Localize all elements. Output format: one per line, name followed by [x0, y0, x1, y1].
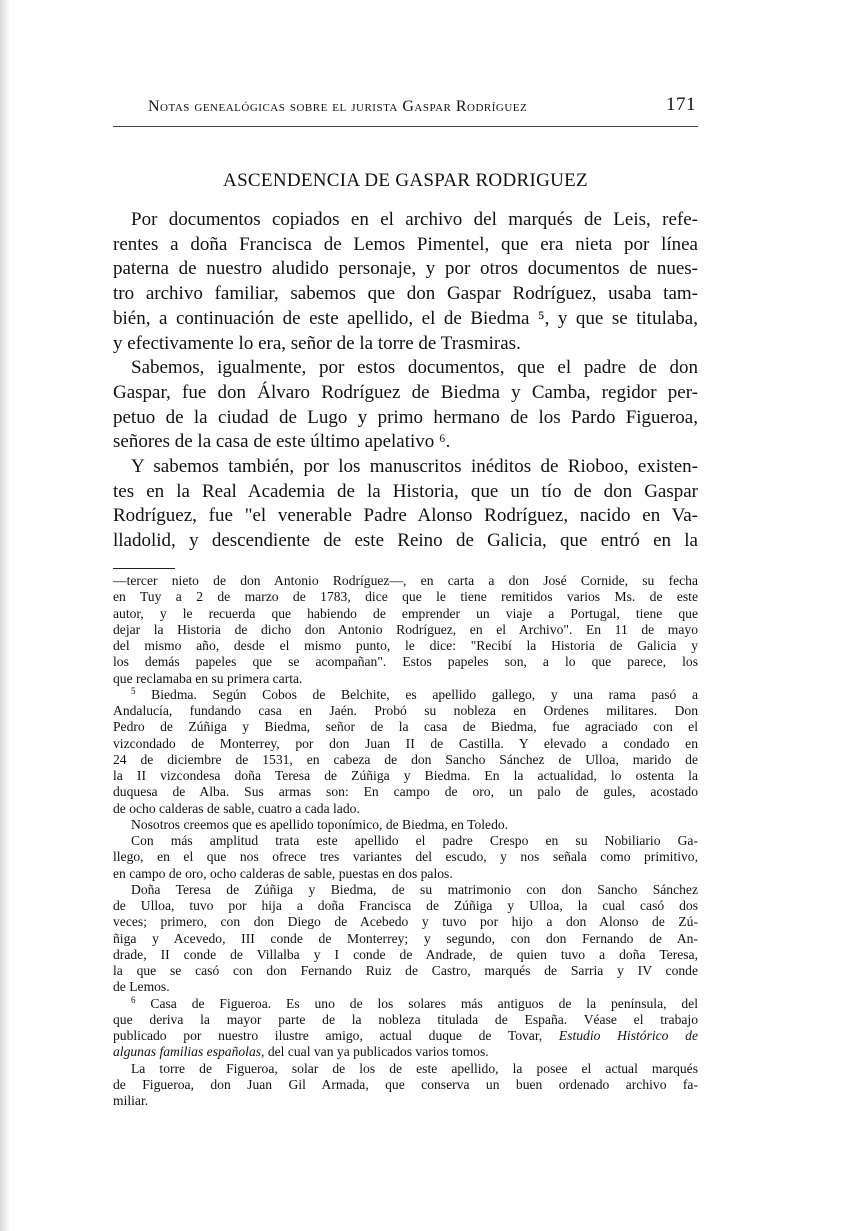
scan-edge: [0, 0, 10, 1231]
running-header: [148, 94, 696, 120]
footnote-text: duquesa de Alba. Sus armas son: En campo de oro, un palo de gules, acostado: [113, 784, 698, 800]
footnote-line: [113, 573, 698, 589]
footnote-line: [113, 963, 698, 979]
footnote-text: miliar.: [113, 1093, 149, 1108]
text-line: y efectivamente lo era, señor de la torre de Trasmiras.: [113, 332, 521, 354]
text-line: paterna de nuestro aludido personaje, y por otros documentos de nues-: [113, 258, 698, 280]
footnote-line: [113, 898, 698, 914]
footnote-line: [113, 849, 698, 865]
footnote-line: [113, 914, 698, 930]
footnote-marker: 6: [131, 994, 136, 1005]
footnote-text: que deriva la mayor parte de la nobleza titulada de España. Véase el trabajo: [113, 1011, 698, 1027]
footnote-line: [113, 671, 698, 687]
footnote-text: que reclamaba en su primera carta.: [113, 670, 303, 686]
footnote-line: [113, 979, 698, 995]
footnote-text: los demás papeles que se acompañan". Estos papeles son, a lo que parece, los: [113, 654, 698, 670]
footnote-line: [113, 1093, 698, 1109]
footnote-text: vizcondado de Monterrey, por don Juan II de Castilla. Y elevado a condado en: [113, 735, 698, 751]
footnote-text: del mismo año, desde el mismo punto, le dice: "Recibí la Historia de Galicia y: [113, 638, 698, 653]
footnote-text: Pedro de Zúñiga y Biedma, señor de la casa de Biedma, fue agraciado con el: [113, 719, 698, 735]
footnote-text: —tercer nieto de don Antonio Rodríguez—, en carta a don José Cornide, su fecha: [113, 573, 698, 588]
footnote-text: La torre de Figueroa, solar de los de este apellido, la posee el actual marqués: [131, 1060, 698, 1076]
section-title: ASCENDENCIA DE GASPAR RODRIGUEZ: [223, 170, 588, 191]
footnote-rule: [113, 568, 175, 569]
text-line: Rodríguez, fue "el venerable Padre Alonso Rodríguez, nacido en Va-: [113, 505, 698, 527]
footnote-line: [113, 801, 698, 817]
footnote-text: ñiga y Acevedo, III conde de Monterrey; y segundo, con don Fernando de An-: [113, 930, 698, 946]
text-line: rentes a doña Francisca de Lemos Pimentel, que era nieta por línea: [113, 233, 698, 255]
footnote-text: Biedma. Según Cobos de Belchite, es apellido gallego, y una rama pasó a: [151, 686, 698, 702]
footnote-text: Con más amplitud trata este apellido el padre Crespo en su Nobiliario Ga-: [131, 833, 698, 848]
footnote-line: [113, 589, 698, 605]
footnote-line: [113, 719, 698, 735]
text-line: Por documentos copiados en el archivo del marqués de Leis, refe-: [131, 209, 698, 230]
footnote-text: en campo de oro, ocho calderas de sable, puestas en dos palos.: [113, 865, 453, 881]
footnote-text: en Tuy a 2 de marzo de 1783, dice que le tiene remitidos varios Ms. de este: [113, 589, 698, 605]
footnote-text: Nosotros creemos que es apellido toponímico, de Biedma, en Toledo.: [131, 816, 509, 832]
text-line: tro archivo familiar, sabemos que don Gaspar Rodríguez, usaba tam-: [113, 283, 698, 305]
footnote-line: [113, 1028, 698, 1044]
footnote-line: [113, 1077, 698, 1093]
footnote-line: [113, 1012, 698, 1028]
footnote-text: veces; primero, con don Diego de Acebedo y tuvo por hijo a don Alonso de Zú-: [113, 914, 698, 930]
footnote-text: de Ulloa, tuvo por hija a doña Francisca de Zúñiga y Ulloa, la cual casó dos: [113, 898, 698, 913]
footnote-line: [113, 996, 698, 1012]
footnote-line: [113, 1061, 698, 1077]
footnote-text: , del cual van ya publicados varios tomos.: [261, 1044, 489, 1060]
text-line: Gaspar, fue don Álvaro Rodríguez de Biedma y Camba, regidor per-: [113, 381, 698, 403]
footnote-text: de ocho calderas de sable, cuatro a cada lado.: [113, 800, 360, 816]
footnote-text: de Lemos.: [113, 979, 170, 995]
footnote-line: [113, 931, 698, 947]
footnote-text: autor, y le recuerda que habiendo de emprender un viaje a Portugal, tiene que: [113, 605, 698, 621]
book-title: algunas familias españolas: [113, 1044, 262, 1060]
text-line: Y sabemos también, por los manuscritos inéditos de Rioboo, existen-: [131, 456, 698, 478]
text-line: señores de la casa de este último apelativo ⁶.: [113, 431, 451, 453]
footnote-line: [113, 784, 698, 800]
footnote-line: [113, 654, 698, 670]
footnote-line: [113, 687, 698, 703]
footnote-text: llego, en el que nos ofrece tres variantes del escudo, y nos señala como primitivo,: [113, 849, 698, 865]
footnote-text: publicado por nuestro ilustre amigo, actual duque de Tovar,: [113, 1028, 559, 1043]
main-text: [113, 208, 698, 554]
footnote-text: la que se casó con don Fernando Ruiz de Castro, marqués de Sarria y IV conde: [113, 963, 698, 978]
footnote-line: [113, 768, 698, 784]
footnote-line: [113, 622, 698, 638]
footnote-text: Doña Teresa de Zúñiga y Biedma, de su matrimonio con don Sancho Sánchez: [131, 881, 698, 897]
book-title: Estudio Histórico de: [558, 1028, 698, 1043]
text-line: petuo de la ciudad de Lugo y primo hermano de los Pardo Figueroa,: [113, 406, 698, 428]
footnote-text: dejar la Historia de dicho don Antonio Rodríguez, en el Archivo". En 11 de mayo: [113, 621, 698, 637]
footnotes: [113, 573, 698, 1109]
footnote-line: [113, 703, 698, 719]
footnote-text: Casa de Figueroa. Es uno de los solares más antiguos de la península, del: [150, 995, 698, 1011]
footnote-line: [113, 833, 698, 849]
footnote-line: [113, 752, 698, 768]
page-number: 171: [666, 94, 696, 115]
footnote-line: [113, 606, 698, 622]
running-title: Notas genealógicas sobre el jurista Gaspar Rodríguez: [148, 98, 528, 115]
footnote-line: [113, 817, 698, 833]
footnote-text: la II vizcondesa doña Teresa de Zúñiga y Biedma. En la actualidad, lo ostenta la: [113, 768, 698, 783]
footnote-text: drade, II conde de Villalba y I conde de Andrade, de quien tuvo a doña Teresa,: [113, 946, 698, 962]
footnote-line: [113, 866, 698, 882]
header-rule: [113, 126, 698, 127]
text-line: bién, a continuación de este apellido, el de Biedma ⁵, y que se titulaba,: [113, 307, 698, 329]
footnote-line: [113, 1044, 698, 1060]
footnote-line: [113, 947, 698, 963]
text-line: lladolid, y descendiente de este Reino de Galicia, que entró en la: [113, 530, 698, 552]
text-line: tes en la Real Academia de la Historia, que un tío de don Gaspar: [113, 480, 698, 502]
footnote-text: de Figueroa, don Juan Gil Armada, que conserva un buen ordenado archivo fa-: [113, 1076, 698, 1092]
footnote-line: [113, 638, 698, 654]
text-line: Sabemos, igualmente, por estos documentos, que el padre de don: [131, 357, 698, 379]
footnote-line: [113, 882, 698, 898]
footnote-marker: 5: [131, 685, 136, 696]
footnote-line: [113, 736, 698, 752]
footnote-text: Andalucía, fundando casa en Jaén. Probó su nobleza en Ordenes militares. Don: [113, 703, 698, 718]
footnote-text: 24 de diciembre de 1531, en cabeza de don Sancho Sánchez de Ulloa, marido de: [113, 751, 698, 767]
